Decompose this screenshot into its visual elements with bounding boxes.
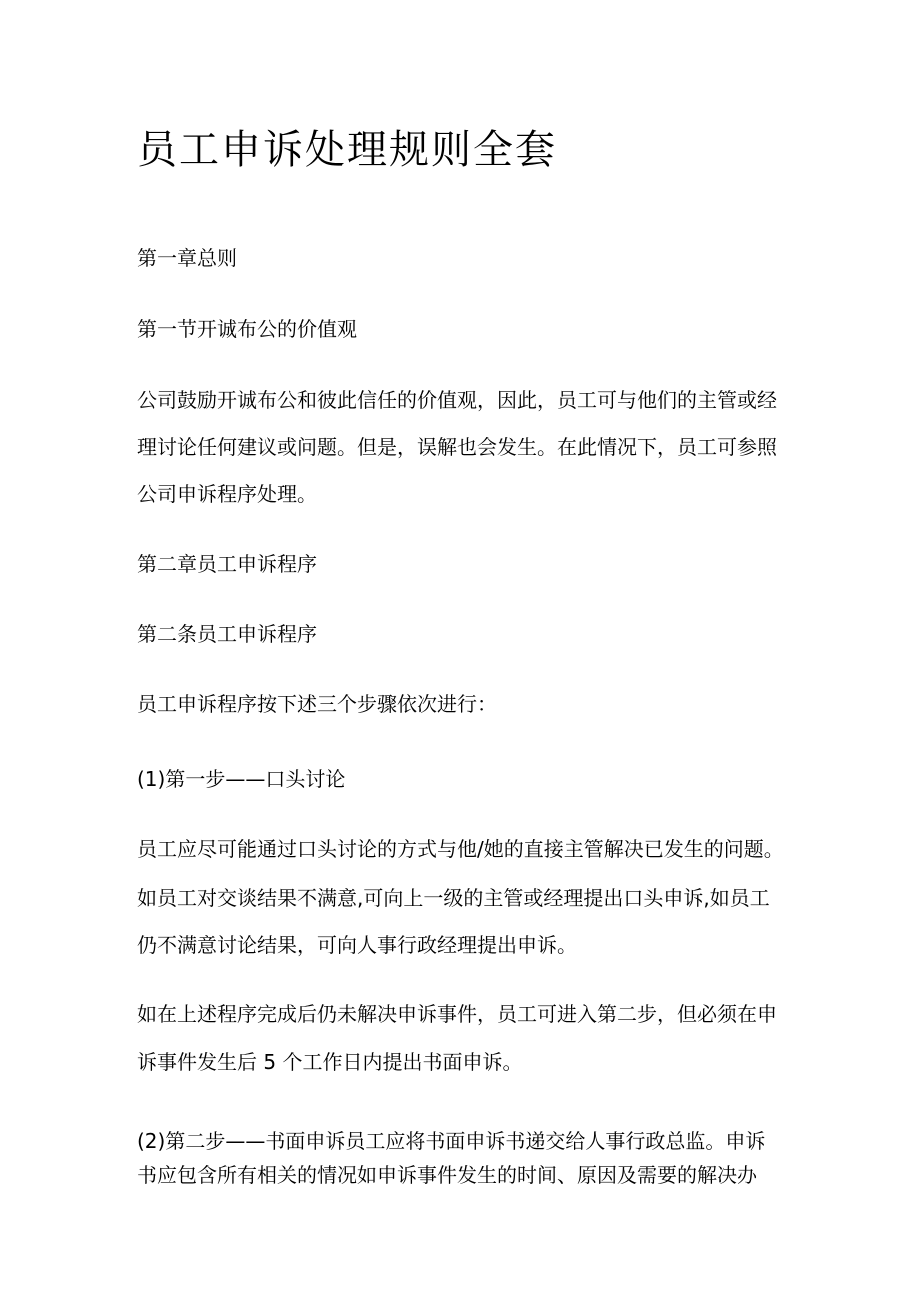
paragraph-line: 员工应尽可能通过口头讨论的方式与他/她的直接主管解决已发生的问题。 (137, 837, 784, 861)
paragraph-line: 书应包含所有相关的情况如申诉事件发生的时间、原因及需要的解决办 (137, 1163, 757, 1187)
step-heading: (1)第一步——口头讨论 (137, 767, 346, 791)
paragraph-line: 如在上述程序完成后仍未解决申诉事件，员工可进入第二步，但必须在申 (137, 1002, 777, 1026)
paragraph-line: 公司鼓励开诚布公和彼此信任的价值观，因此，员工可与他们的主管或经 (137, 388, 777, 412)
paragraph-line: 如员工对交谈结果不满意,可向上一级的主管或经理提出口头申诉,如员工 (137, 886, 770, 910)
paragraph-line: 公司申诉程序处理。 (137, 482, 317, 506)
section-heading: 第一节开诚布公的价值观 (137, 317, 357, 341)
paragraph-line: 理讨论任何建议或问题。但是，误解也会发生。在此情况下，员工可参照 (137, 435, 777, 459)
paragraph-line: (2)第二步——书面申诉员工应将书面申诉书递交给人事行政总监。申诉 (137, 1129, 766, 1153)
chapter-heading: 第一章总则 (137, 246, 237, 270)
document-title: 员工申诉处理规则全套 (137, 127, 557, 173)
paragraph-line: 诉事件发生后 5 个工作日内提出书面申诉。 (137, 1050, 523, 1074)
paragraph-line: 员工申诉程序按下述三个步骤依次进行： (137, 692, 497, 716)
article-heading: 第二条员工申诉程序 (137, 622, 317, 646)
paragraph-line: 仍不满意讨论结果，可向人事行政经理提出申诉。 (137, 933, 577, 957)
chapter-heading: 第二章员工申诉程序 (137, 552, 317, 576)
